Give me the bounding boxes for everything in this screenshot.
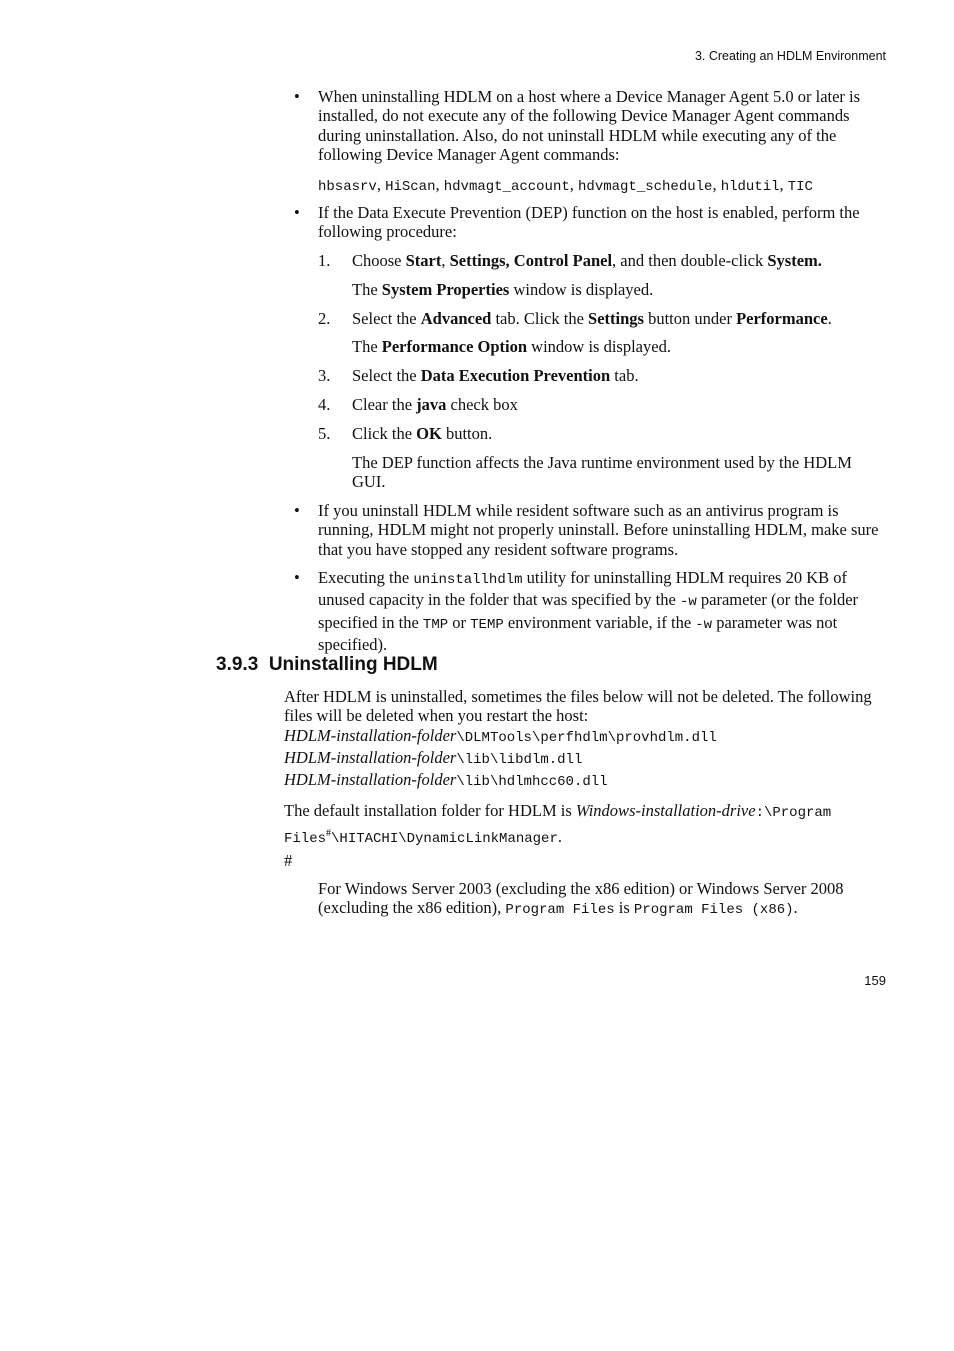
step-5-result: The DEP function affects the Java runtime environment used by the HDLM GUI. <box>352 453 852 492</box>
command: HiScan <box>385 179 436 195</box>
section-title: Uninstalling HDLM <box>268 654 438 675</box>
procedure-step-5: 5. Click the OK button. <box>318 424 493 443</box>
step-2-result: The Performance Option window is displayed. <box>352 337 671 356</box>
step-number: 1. <box>318 251 331 270</box>
file-path: HDLM-installation-folder\DLMTools\perfhdlm\provhdlm.dll <box>284 725 717 746</box>
bullet-item-device-manager-agent <box>294 87 886 164</box>
section-heading <box>216 653 438 677</box>
bullet-item-dep <box>294 203 886 242</box>
page-number: 159 <box>864 973 886 988</box>
bullet-icon: • <box>294 568 300 587</box>
bullet-text: If you uninstall HDLM while resident software such as an antivirus program is running, HDLM might not properly uninstall. Before uninstalling HDLM, make sure that you have stopped any resident software programs. <box>318 501 879 559</box>
step-1-result: The System Properties window is displayed. <box>352 280 654 299</box>
command-list: hbsasrv, HiScan, hdvmagt_account, hdvmagt_schedule, hldutil, TIC <box>318 175 813 195</box>
bullet-icon: • <box>294 203 300 222</box>
note-mark: # <box>284 851 293 870</box>
file-path: HDLM-installation-folder\lib\libdlm.dll <box>284 747 583 768</box>
procedure-step-3: 3. Select the Data Execution Prevention tab. <box>318 366 639 385</box>
file-path: HDLM-installation-folder\lib\hdlmhcc60.dll <box>284 770 608 791</box>
bullet-text: When uninstalling HDLM on a host where a Device Manager Agent 5.0 or later is installed, do not execute any of the following Device Manager Agent commands during uninstallation. Also, do not uninstall HDLM while executing any of the following Device Manager Agent commands: <box>318 87 861 164</box>
command: hldutil <box>720 179 780 195</box>
procedure-step-1: 1. Choose Start, Settings, Control Panel, and then double-click System. <box>318 251 822 270</box>
command: TIC <box>787 179 813 195</box>
bullet-item-resident-software <box>294 501 886 559</box>
step-number: 5. <box>318 424 331 443</box>
section-intro: After HDLM is uninstalled, sometimes the files below will not be deleted. The following files will be deleted when you restart the host: HDLM-installation-folder\DLMTools\perfhdlm\provhdlm.dll HDLM-installation-folder\lib\libdlm.dll HDLM-installation-folder\lib\hdlmhcc60.dll <box>284 687 886 792</box>
section-number: 3.9.3 <box>216 654 259 675</box>
note-text: For Windows Server 2003 (excluding the x86 edition) or Windows Server 2008 (excluding the x86 edition), Program Files is Program Files (x86). <box>318 879 844 919</box>
procedure-step-4: 4. Clear the java check box <box>318 395 518 414</box>
bullet-icon: • <box>294 87 300 106</box>
default-install-folder: The default installation folder for HDLM is Windows-installation-drive:\Program Files#\HITACHI\DynamicLinkManager. <box>284 801 832 847</box>
procedure-step-2: 2. Select the Advanced tab. Click the Settings button under Performance. <box>318 309 832 328</box>
command: hdvmagt_schedule <box>578 179 713 195</box>
step-number: 4. <box>318 395 331 414</box>
bullet-icon: • <box>294 501 300 520</box>
command: hdvmagt_account <box>443 179 570 195</box>
command: hbsasrv <box>318 179 377 195</box>
footnote-mark: # <box>326 828 332 839</box>
bullet-text: If the Data Execute Prevention (DEP) function on the host is enabled, perform the following procedure: <box>318 203 860 242</box>
running-header: 3. Creating an HDLM Environment <box>694 49 886 63</box>
step-number: 2. <box>318 309 331 328</box>
bullet-item-free-space: • Executing the uninstallhdlm utility for uninstalling HDLM requires 20 KB of unused capacity in the folder that was specified by the -w parameter (or the folder specified in the TMP or TEMP environment variable, if the -w parameter was not specified). <box>294 568 859 654</box>
step-number: 3. <box>318 366 331 385</box>
